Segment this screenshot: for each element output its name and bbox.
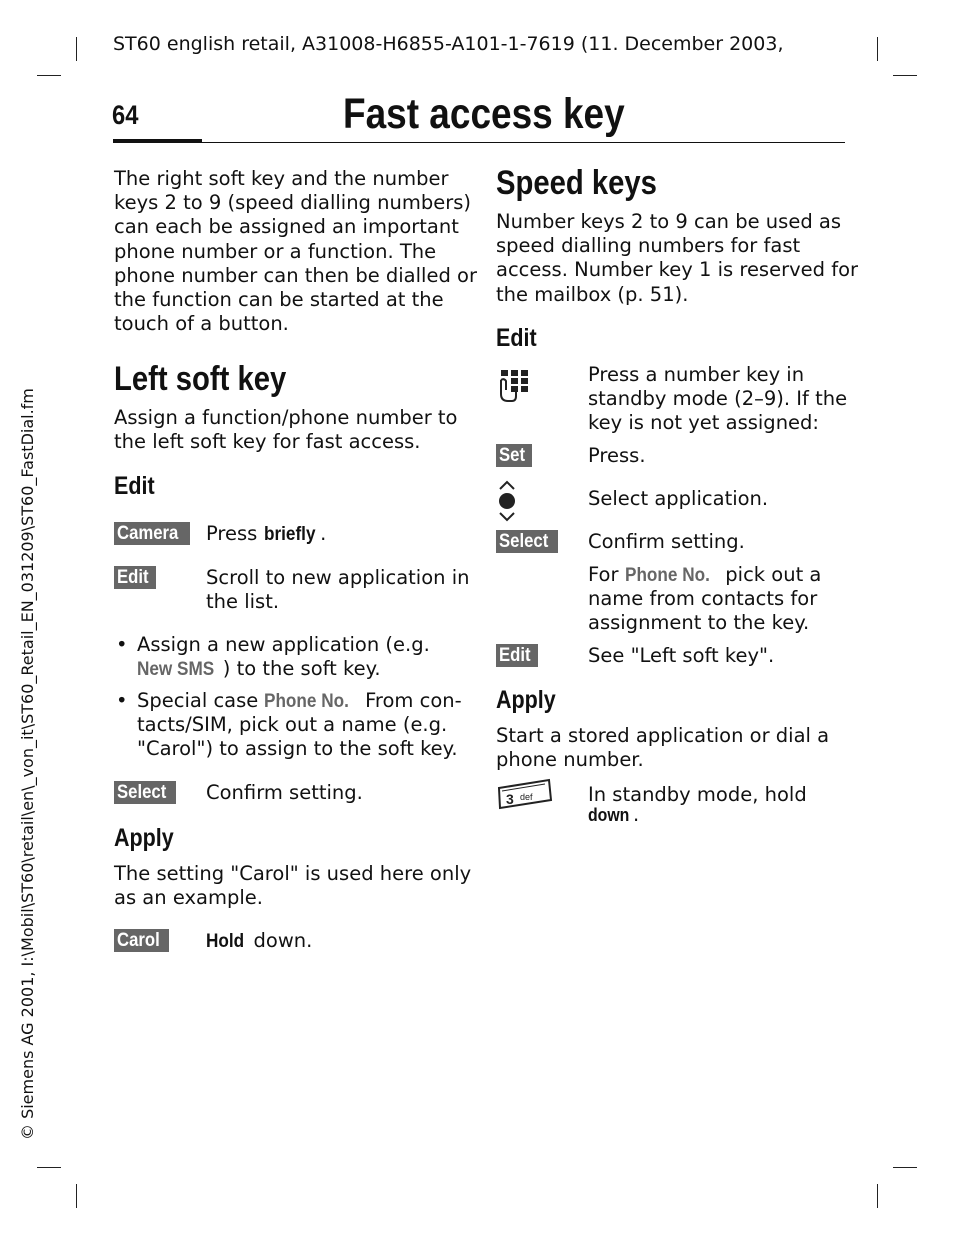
text-line: key is not yet assigned: <box>588 411 819 435</box>
text-line: Assign a new application (e.g. <box>137 633 430 656</box>
text-line: phone number. <box>496 748 644 772</box>
text-line: touch of a button. <box>114 312 289 336</box>
menu-term: New SMS <box>137 658 215 681</box>
text-line: Assign a function/phone number to <box>114 406 458 429</box>
apply-heading: Apply <box>114 824 174 852</box>
text-line: standby mode (2–9). If the <box>588 387 848 411</box>
text-line: speed dialling numbers for fast <box>496 234 801 258</box>
bold-term: briefly <box>263 523 316 545</box>
keypad-glyph <box>498 368 534 404</box>
nav-key-glyph <box>497 480 517 522</box>
navigation-key-icon <box>497 480 517 522</box>
text-run: pick out a <box>719 563 822 586</box>
keypad-icon <box>498 368 534 404</box>
text-line: access. Number key 1 is reserved for <box>496 258 859 282</box>
crop-mark <box>76 37 77 61</box>
nav-instruction: Select application. <box>588 487 769 510</box>
text-run: down. <box>247 929 313 952</box>
apply-heading: Apply <box>496 686 556 714</box>
crop-mark <box>877 1184 878 1208</box>
edit-instruction <box>206 566 469 614</box>
text-line: Start a stored application or dial a <box>496 724 830 747</box>
text-line: Scroll to new application in <box>206 566 470 589</box>
softkey-label: Carol <box>117 930 160 951</box>
text-line: phone number or a function. The <box>114 239 437 263</box>
text-line: The setting "Carol" is used here only <box>114 862 472 885</box>
camera-softkey <box>114 522 190 545</box>
softkey-label: Select <box>499 531 549 552</box>
page-title: Fast access key <box>343 90 625 138</box>
softkey-label: Edit <box>117 567 149 588</box>
key-3-icon <box>497 777 553 811</box>
camera-instruction <box>206 522 326 546</box>
text-line: assignment to the key. <box>588 611 810 635</box>
crop-mark <box>877 37 878 61</box>
text-line: "Carol") to assign to the soft key. <box>137 737 458 761</box>
apply-description <box>496 724 829 772</box>
key-3-glyph <box>497 777 553 811</box>
select-instruction: Confirm setting. <box>588 530 745 553</box>
text-line: as an example. <box>114 886 263 910</box>
carol-softkey <box>114 929 169 952</box>
text-line: the list. <box>206 590 280 614</box>
set-instruction: Press. <box>588 444 646 467</box>
text-run: ) to the soft key. <box>222 657 381 681</box>
crop-mark <box>37 75 61 76</box>
text-run: Special case <box>137 689 265 712</box>
edit-instruction: See "Left soft key". <box>588 644 775 667</box>
text-line: phone number can then be dialled or <box>114 263 477 287</box>
bullet-icon: • <box>116 633 128 656</box>
speed-keys-heading: Speed keys <box>496 164 657 202</box>
set-softkey <box>496 444 532 467</box>
bullet-icon: • <box>116 689 128 712</box>
bullet-item <box>137 633 430 681</box>
text-line: the function can be started at the <box>114 288 444 312</box>
intro-paragraph <box>114 167 477 336</box>
crop-mark <box>893 75 917 76</box>
bold-term: Hold <box>206 930 245 952</box>
bullet-item <box>137 689 462 762</box>
speed-keys-description <box>496 210 858 307</box>
text-line: Number keys 2 to 9 can be used as <box>496 210 842 233</box>
phone-no-note <box>588 563 821 636</box>
text-line: can each be assigned an important <box>114 215 459 239</box>
crop-mark <box>37 1167 61 1168</box>
text-line: the mailbox (p. 51). <box>496 282 689 306</box>
softkey-label: Select <box>117 782 167 803</box>
edit-softkey <box>114 566 156 589</box>
text-line: The right soft key and the number <box>114 167 449 190</box>
text-run: From con- <box>358 689 462 712</box>
crop-mark <box>76 1184 77 1208</box>
left-soft-key-heading: Left soft key <box>114 360 287 398</box>
edit-heading: Edit <box>496 324 537 352</box>
hold-instruction <box>588 783 807 827</box>
title-rule <box>113 142 845 143</box>
select-softkey <box>114 781 176 804</box>
sidebar-file-path: © Siemens AG 2001, I:\Mobil\ST60\retail\en\_von_it\ST60_Retail_EN_031209\ST60_FastDial.fm <box>18 388 37 1140</box>
menu-term: Phone No. <box>624 564 710 586</box>
select-softkey <box>496 530 558 553</box>
keypad-instruction <box>588 363 847 436</box>
softkey-label: Edit <box>499 645 531 666</box>
key-3-digit: 3 <box>506 791 514 807</box>
softkey-label: Camera <box>117 523 179 544</box>
softkey-label: Set <box>499 445 526 466</box>
bold-term: down <box>588 805 630 826</box>
text-line: name from contacts for <box>588 587 818 611</box>
text-run: Press <box>206 522 264 545</box>
menu-term: Phone No. <box>264 690 350 712</box>
text-line: Press a number key in <box>588 363 805 386</box>
edit-softkey <box>496 644 538 667</box>
text-line: tacts/SIM, pick out a name (e.g. <box>137 713 448 737</box>
page-number: 64 <box>112 100 139 130</box>
carol-instruction <box>206 929 312 953</box>
edit-heading: Edit <box>114 472 155 500</box>
left-soft-key-description <box>114 406 458 454</box>
select-instruction: Confirm setting. <box>206 781 363 804</box>
text-line: In standby mode, hold <box>588 783 807 806</box>
page-number-rule <box>113 139 202 143</box>
apply-description <box>114 862 471 910</box>
crop-mark <box>893 1167 917 1168</box>
text-run: For <box>588 563 625 586</box>
key-3-letters: def <box>520 792 533 802</box>
running-header: ST60 english retail, A31008-H6855-A101-1-7619 (11. December 2003, <box>113 33 784 55</box>
text-run: . <box>633 803 640 827</box>
text-line: keys 2 to 9 (speed dialling numbers) <box>114 191 471 215</box>
text-line: the left soft key for fast access. <box>114 430 421 454</box>
text-run: . <box>320 522 327 545</box>
